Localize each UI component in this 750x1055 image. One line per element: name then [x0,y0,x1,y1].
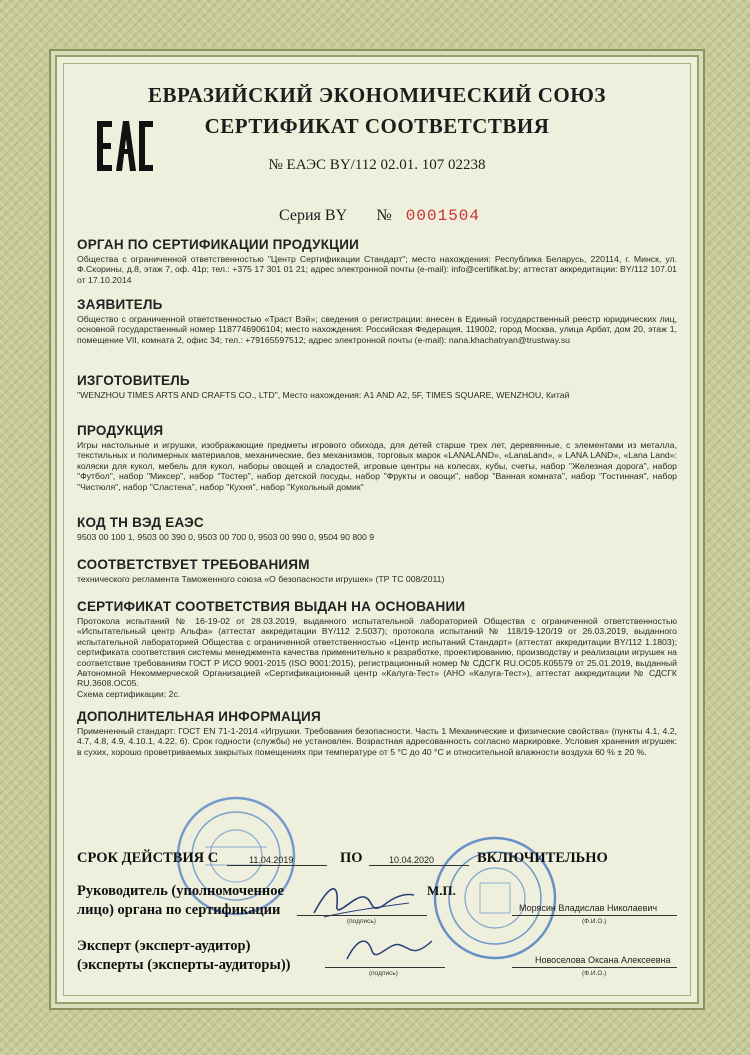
organ-text: Общества с ограниченной ответственностью "Центр Сертификации Стандарт"; место нахождения: Республика Беларусь, 220114, г. Минск, ул. Ф.Скорины, д.8, этаж 7, оф. 41р; тел.: +375 17 301 01 21; адрес электронной почты (e-mail): info@certifikat.by; аттестат аккредитации: BY/112 107.01 от 17.10.2014 [77,254,677,285]
head-line1: Руководитель (уполномоченное [77,883,284,899]
manufacturer-text: "WENZHOU TIMES ARTS AND CRAFTS CO., LTD", Место нахождения: A1 AND A2, 5F, TIMES SQUARE, WENZHOU, Китай [77,390,570,400]
head-line2: лицо) органа по сертификации [77,902,281,918]
additional-heading: ДОПОЛНИТЕЛЬНАЯ ИНФОРМАЦИЯ [77,709,321,724]
serial-label: Серия BY [279,207,347,224]
serial-number: 0001504 [405,207,481,225]
head-sign-line [297,915,427,916]
applicant-heading: ЗАЯВИТЕЛЬ [77,297,163,312]
manufacturer-heading: ИЗГОТОВИТЕЛЬ [77,373,190,388]
validity-inclusive: ВКЛЮЧИТЕЛЬНО [477,850,608,866]
head-fio-line [512,915,677,916]
certificate-body [55,55,699,1004]
validity-to: 10.04.2020 [389,855,435,865]
validity-label: СРОК ДЕЙСТВИЯ С [77,850,219,866]
section-organ [77,237,677,285]
conforms-text: технического регламента Таможенного союза «О безопасности игрушек» (ТР ТС 008/2011) [77,574,445,584]
head-name: Морясин Владислав Николаевич [519,903,658,913]
product-text: Игры настольные и игрушки, изображающие предметы игрового обихода, для детей старше трех лет, деревянные, с элементами из металла, текстильных и полимерных материалов, механические, без механизмов, торговых марок «LANALAND», «LanaLand», « LANA LAND», «Lana Land»: коляски для кукол, мебель для кукол, наборы овощей и сладостей, игровые центры на колесах, кубы, счеты, набор "Железная дорога", набор "Футбол", набор "Миксер", набор "Тостер", набор детской посуды, набор "Фрукты и овощи", набор "Ванная комната", набор "Гостинная", набор "Чистюля", набор "Сластена", набор "Кухня", набор "Кукольный домик" [77,440,677,492]
expert-sign-caption: (подпись) [369,970,398,977]
certificate-title: СЕРТИФИКАТ СООТВЕТСТВИЯ [204,114,550,138]
validity-to-line [369,865,469,866]
applicant-text: Общество с ограниченной ответственностью «Траст Вэй»; сведения о регистрации: внесен в Единый государственный реестр юридических лиц, основной государственный номер 1187746906104; место нахождения: Российская Федерация, 119002, город Москва, улица Арбат, дом 20, этаж 1, помещение VII, комната 2, офис 34; тел.: +79165597512; адрес электронной почты (e-mail): nana.khachatryan@trustway.su [77,314,677,345]
mp-label: М.П. [427,883,456,898]
validity-to-label: ПО [340,850,363,866]
section-tnved [77,515,677,542]
expert-fio-line [512,967,677,968]
validity-from: 11.04.2019 [249,855,294,865]
serial-no-label: № [376,207,392,224]
section-applicant [77,297,677,345]
basis-text: Протокола испытаний № 16-19-02 от 28.03.2019, выданного испытательной лабораторией Общества с ограниченной ответственностью «Испытательный центр Альфа» (аттестат аккредитации BY/112 2.5037); протокола испытаний № 118/19-120/19 от 26.03.2019, выданного испытательной лабораторией Общества с ограниченной ответственностью «Центр испытаний Стандарт» (аттестат аккредитации BY/112 1.1803); сертификата соответствия системы менеджмента качества применительно к разработке, проектированию, производству и реализации игрушек на соответствие требованиям ГОСТ Р ИСО 9001-2015 (ISO 9001:2015), регистрационный номер № СДСГК RU.ОС05.К05579 от 25.01.2019, выданный Автономной Некоммерческой Организацией «Сертификационный центр «Калуга-Тест» (АНО «Калуга-Тест»), аттестат аккредитации № СДСГК RU.3608.ОС05. [77,616,677,689]
conforms-heading: СООТВЕТСТВУЕТ ТРЕБОВАНИЯМ [77,557,310,572]
expert-line1: Эксперт (эксперт-аудитор) [77,938,251,954]
organ-heading: ОРГАН ПО СЕРТИФИКАЦИИ ПРОДУКЦИИ [77,237,360,252]
expert-signature [342,927,442,972]
section-conforms [77,557,677,584]
tnved-text: 9503 00 100 1, 9503 00 390 0, 9503 00 700 0, 9503 00 990 0, 9504 90 800 9 [77,532,375,542]
expert-sign-line [325,967,445,968]
certificate-number: № ЕАЭС BY/112 02.01. 107 02238 [268,157,486,173]
tnved-heading: КОД ТН ВЭД ЕАЭС [77,515,204,530]
additional-text: Примененный стандарт: ГОСТ EN 71-1-2014 «Игрушки. Требования безопасности. Часть 1 Механические и физические свойства» (пункты 4.1, 4.2, 4.7, 4.8, 4.9, 4.10.1, 4.22, 6). Срок годности (службы) не установлен. Возрастная адресованность согласно маркировке. Условия хранения игрушек: в сухих, хорошо проветриваемых закрытых помещениях при температуре от 5 °С до 40 °С и относительной влажности воздуха 60 % ± 20 %. [77,726,677,757]
section-manufacturer [77,373,677,400]
basis-heading: СЕРТИФИКАТ СООТВЕТСТВИЯ ВЫДАН НА ОСНОВАНИИ [77,599,466,614]
section-basis [77,599,677,699]
expert-name: Новоселова Оксана Алексеевна [535,955,671,965]
head-fio-caption: (Ф.И.О.) [582,918,607,925]
validity-from-line [227,865,327,866]
section-additional [77,709,677,757]
head-sign-caption: (подпись) [347,918,376,925]
section-product [77,423,677,492]
expert-line2: (эксперты (эксперты-аудиторы)) [77,957,291,973]
expert-fio-caption: (Ф.И.О.) [582,970,607,977]
basis-scheme: Схема сертификации: 2с. [77,688,181,699]
union-title: ЕВРАЗИЙСКИЙ ЭКОНОМИЧЕСКИЙ СОЮЗ [148,83,606,107]
serial-line [279,207,480,225]
product-heading: ПРОДУКЦИЯ [77,423,164,438]
